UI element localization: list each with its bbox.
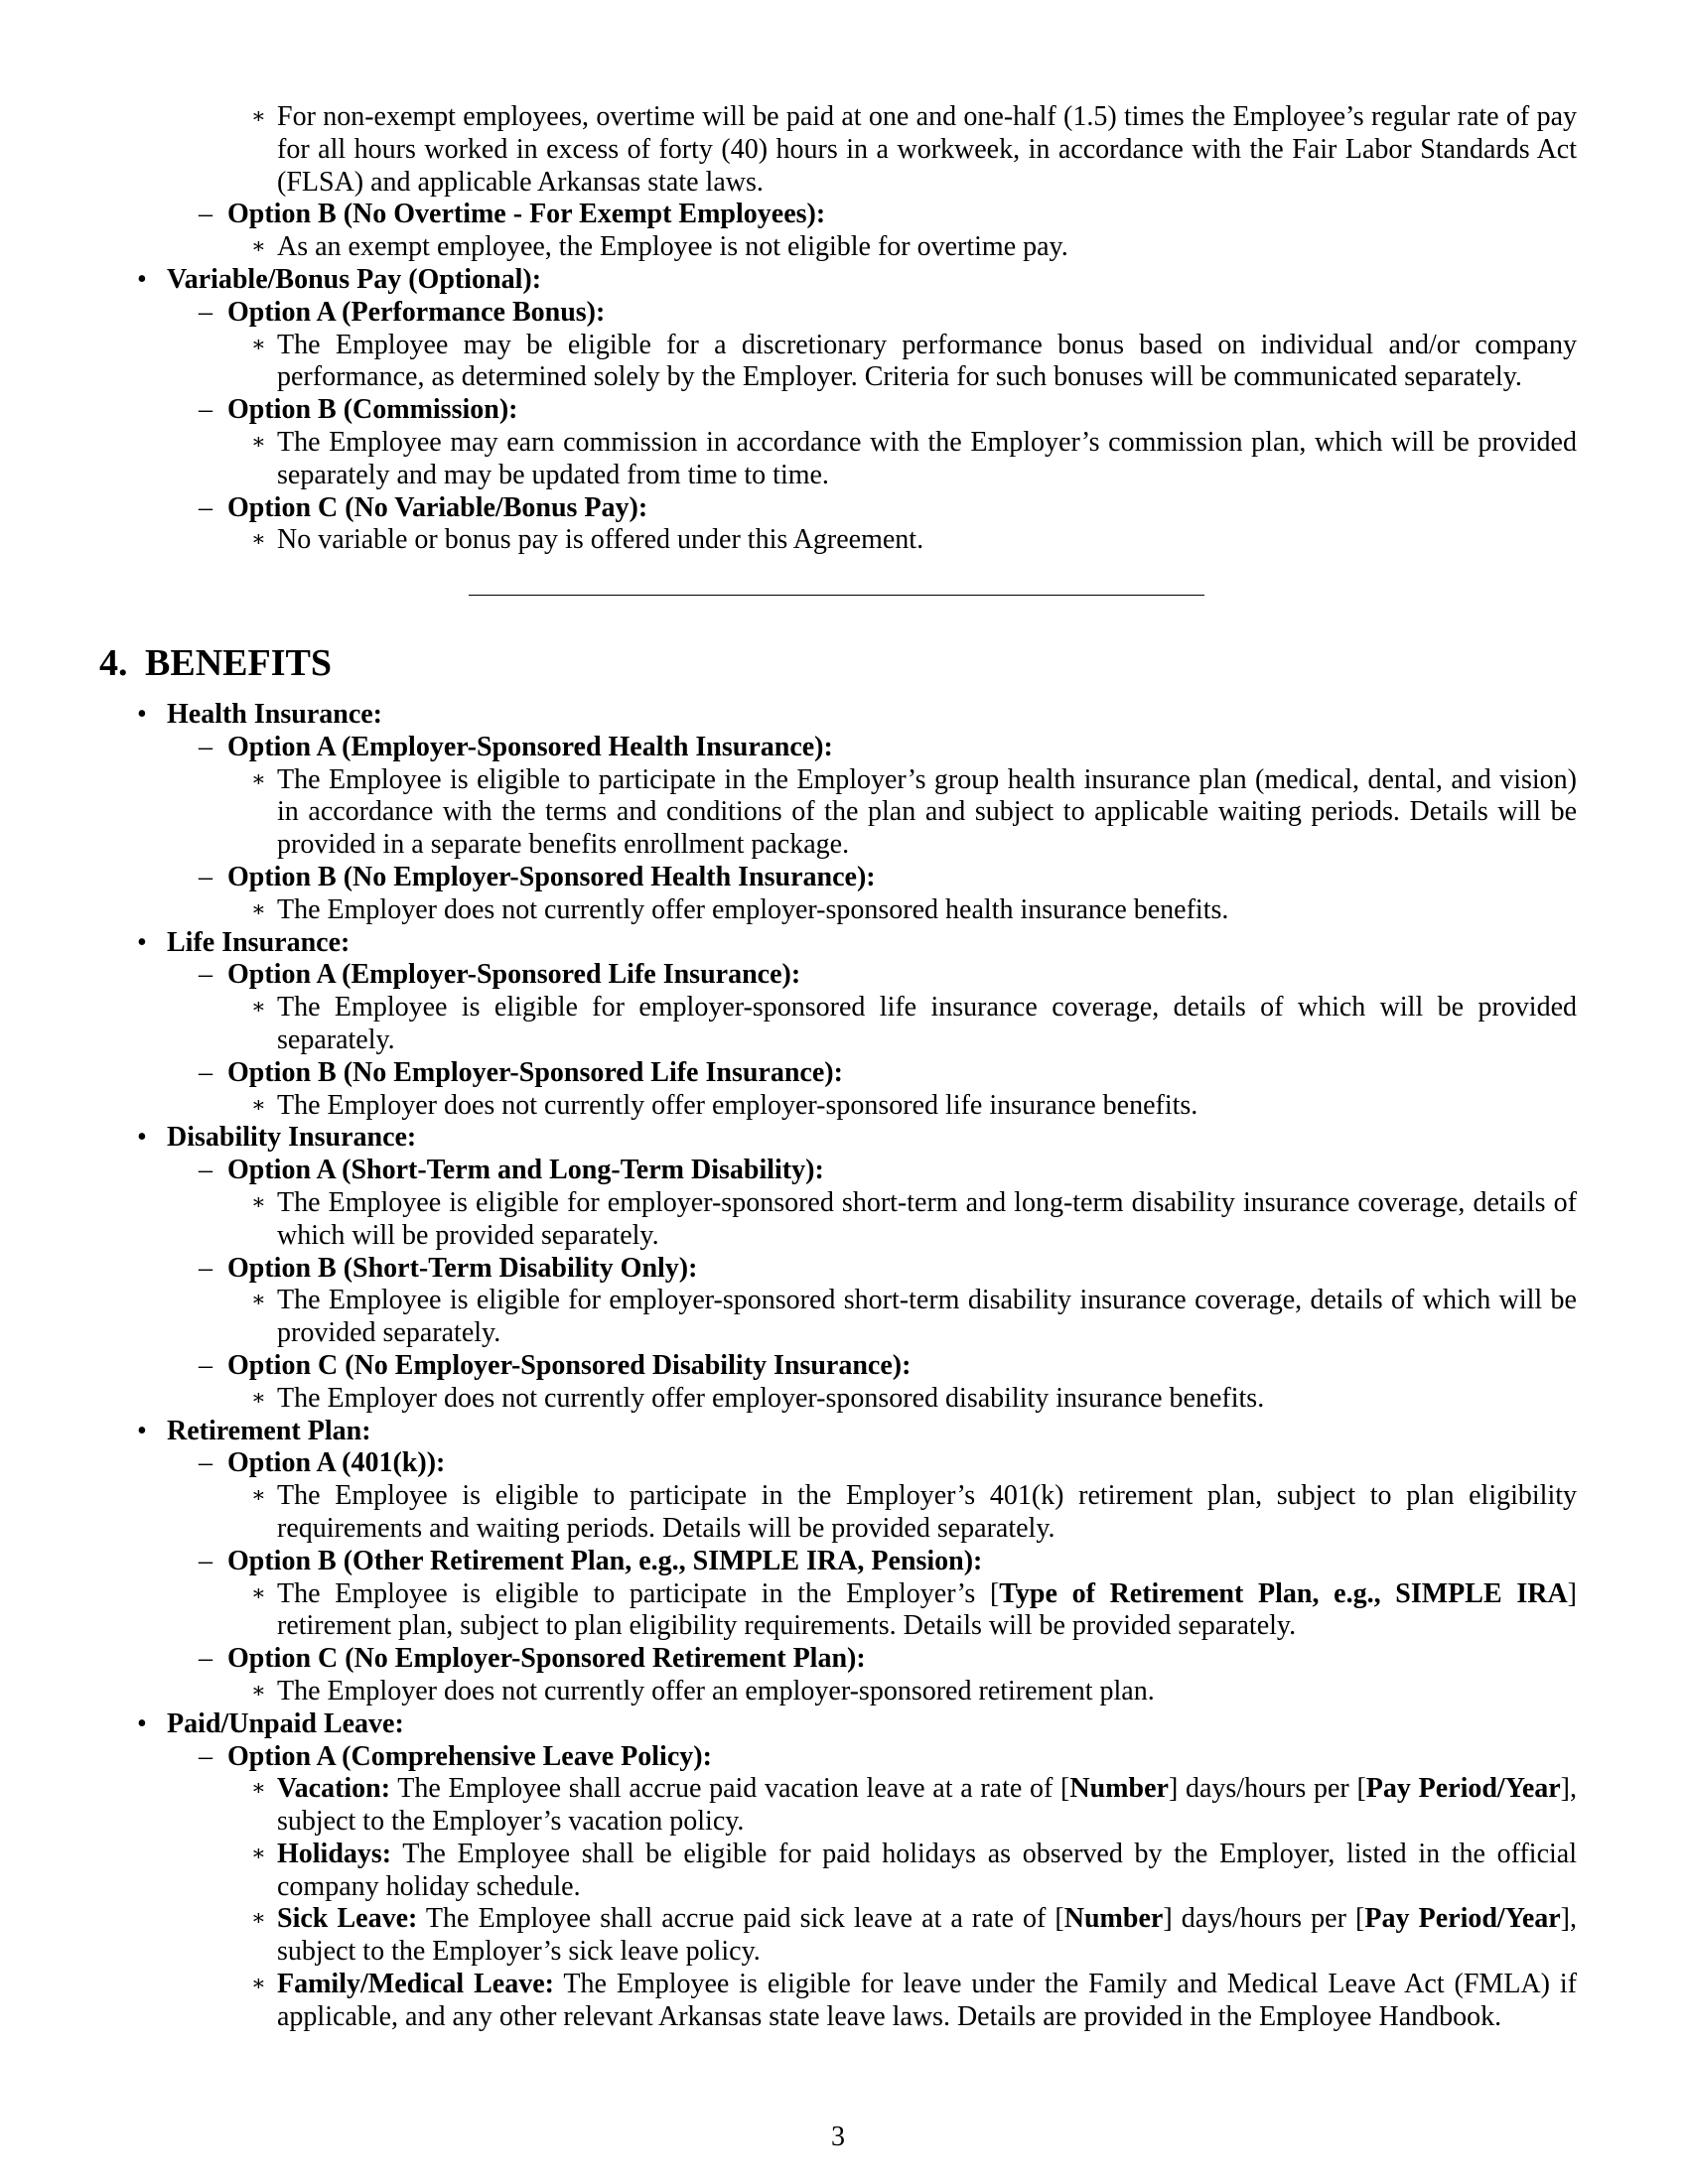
variable-pay-option-c-text: ∗ No variable or bonus pay is offered under this Agreement.	[0, 524, 1688, 557]
variable-pay-label: • Variable/Bonus Pay (Optional):	[0, 264, 1688, 297]
variable-pay-option-a-label: – Option A (Performance Bonus):	[0, 297, 1688, 330]
overtime-option-a-text: ∗ For non-exempt employees, overtime will be paid at one and one-half (1.5) times the Employee’s regular rate of pay for all hours worked in excess of forty (40) hours in a workweek, in accordance with the Fair Labor Standards Act (FLSA) and applicable Arkansas state laws.	[0, 101, 1688, 199]
section-heading-benefits	[99, 639, 332, 687]
variable-pay-option-c-label: – Option C (No Variable/Bonus Pay):	[0, 492, 1688, 525]
retirement-option-a-label: – Option A (401(k)):	[0, 1447, 1688, 1480]
retirement-option-b-text-after: ] retirement plan, subject to plan eligibility requirements. Details will be provided separately.	[277, 1577, 1577, 1642]
holidays-term: Holidays:	[277, 1838, 392, 1869]
leave-holidays-item	[0, 1839, 1688, 1904]
section-divider	[469, 595, 1204, 596]
compensation-continued	[0, 101, 1688, 557]
sick-leave-text-2: ] days/hours per [	[1163, 1903, 1365, 1935]
retirement-plan-type-placeholder: Type of Retirement Plan, e.g., SIMPLE IRA	[999, 1577, 1568, 1609]
vacation-period-placeholder: Pay Period/Year	[1365, 1773, 1561, 1805]
disability-option-a-text: ∗ The Employee is eligible for employer-sponsored short-term and long-term disability insurance coverage, details of which will be provided separately.	[0, 1187, 1688, 1253]
overtime-option-b-text: ∗ As an exempt employee, the Employee is not eligible for overtime pay.	[0, 231, 1688, 264]
disability-option-b-label: – Option B (Short-Term Disability Only):	[0, 1253, 1688, 1286]
sick-leave-period-placeholder: Pay Period/Year	[1364, 1903, 1561, 1935]
section-title: BENEFITS	[145, 642, 332, 684]
sick-leave-number-placeholder: Number	[1063, 1903, 1164, 1935]
retirement-plan-label: • Retirement Plan:	[0, 1416, 1688, 1448]
life-option-a-label: – Option A (Employer-Sponsored Life Insurance):	[0, 959, 1688, 992]
holidays-text: The Employee shall be eligible for paid holidays as observed by the Employer, listed in the official company holiday schedule.	[277, 1838, 1577, 1902]
life-option-b-label: – Option B (No Employer-Sponsored Life Insurance):	[0, 1057, 1688, 1090]
retirement-option-c-text: ∗ The Employer does not currently offer an employer-sponsored retirement plan.	[0, 1676, 1688, 1708]
life-insurance-label: • Life Insurance:	[0, 927, 1688, 960]
family-medical-text: The Employee is eligible for leave under the Family and Medical Leave Act (FMLA) if applicable, and any other relevant Arkansas state leave laws. Details are provided in the Employee Handbook.	[277, 1969, 1577, 2032]
leave-family-medical-item	[0, 1969, 1688, 2034]
sick-leave-text-3: ], subject to the Employer’s sick leave policy.	[277, 1903, 1577, 1968]
variable-pay-option-a-text: ∗ The Employee may be eligible for a discretionary performance bonus based on individual and/or company performance, as determined solely by the Employer. Criteria for such bonuses will be communicated separately.	[0, 330, 1688, 395]
leave-option-a-label: – Option A (Comprehensive Leave Policy):	[0, 1741, 1688, 1774]
overtime-option-b-label: – Option B (No Overtime - For Exempt Employees):	[0, 199, 1688, 231]
health-option-b-label: – Option B (No Employer-Sponsored Health Insurance):	[0, 862, 1688, 894]
sick-leave-text-1: The Employee shall accrue paid sick leave at a rate of [	[417, 1903, 1064, 1935]
benefits-list	[0, 699, 1688, 2034]
family-medical-term: Family/Medical Leave:	[277, 1969, 554, 2000]
leave-sick-item	[0, 1903, 1688, 1969]
life-option-b-text: ∗ The Employer does not currently offer employer-sponsored life insurance benefits.	[0, 1090, 1688, 1123]
health-option-a-text: ∗ The Employee is eligible to participate in the Employer’s group health insurance plan (medical, dental, and vision) in accordance with the terms and conditions of the plan and subject to applicable waiting periods. Details will be provided in a separate benefits enrollment package.	[0, 764, 1688, 862]
vacation-term: Vacation:	[277, 1773, 391, 1805]
retirement-option-a-text: ∗ The Employee is eligible to participate in the Employer’s 401(k) retirement plan, subject to plan eligibility requirements and waiting periods. Details will be provided separately.	[0, 1480, 1688, 1546]
vacation-text-1: The Employee shall accrue paid vacation leave at a rate of [	[390, 1773, 1070, 1805]
retirement-option-b-text-before: The Employee is eligible to participate in the Employer’s [	[277, 1577, 1000, 1609]
page-number: 3	[831, 2121, 845, 2152]
retirement-option-b-label: – Option B (Other Retirement Plan, e.g., SIMPLE IRA, Pension):	[0, 1546, 1688, 1578]
leave-vacation-item	[0, 1773, 1688, 1839]
life-option-a-text: ∗ The Employee is eligible for employer-sponsored life insurance coverage, details of which will be provided separately.	[0, 992, 1688, 1057]
disability-option-c-label: – Option C (No Employer-Sponsored Disability Insurance):	[0, 1350, 1688, 1383]
disability-insurance-label: • Disability Insurance:	[0, 1122, 1688, 1155]
disability-option-b-text: ∗ The Employee is eligible for employer-sponsored short-term disability insurance coverage, details of which will be provided separately.	[0, 1285, 1688, 1350]
vacation-text-3: ], subject to the Employer’s vacation policy.	[277, 1773, 1577, 1838]
section-number: 4.	[99, 642, 128, 684]
vacation-text-2: ] days/hours per [	[1168, 1773, 1366, 1805]
health-option-a-label: – Option A (Employer-Sponsored Health Insurance):	[0, 732, 1688, 764]
disability-option-c-text: ∗ The Employer does not currently offer employer-sponsored disability insurance benefits.	[0, 1383, 1688, 1416]
disability-option-a-label: – Option A (Short-Term and Long-Term Disability):	[0, 1155, 1688, 1187]
sick-leave-term: Sick Leave:	[277, 1903, 418, 1935]
variable-pay-option-b-label: – Option B (Commission):	[0, 394, 1688, 427]
retirement-option-b-text	[0, 1578, 1688, 1644]
leave-label: • Paid/Unpaid Leave:	[0, 1708, 1688, 1741]
health-insurance-label: • Health Insurance:	[0, 699, 1688, 732]
retirement-option-c-label: – Option C (No Employer-Sponsored Retirement Plan):	[0, 1643, 1688, 1676]
variable-pay-option-b-text: ∗ The Employee may earn commission in accordance with the Employer’s commission plan, which will be provided separately and may be updated from time to time.	[0, 427, 1688, 492]
vacation-number-placeholder: Number	[1069, 1773, 1169, 1805]
health-option-b-text: ∗ The Employer does not currently offer employer-sponsored health insurance benefits.	[0, 894, 1688, 927]
